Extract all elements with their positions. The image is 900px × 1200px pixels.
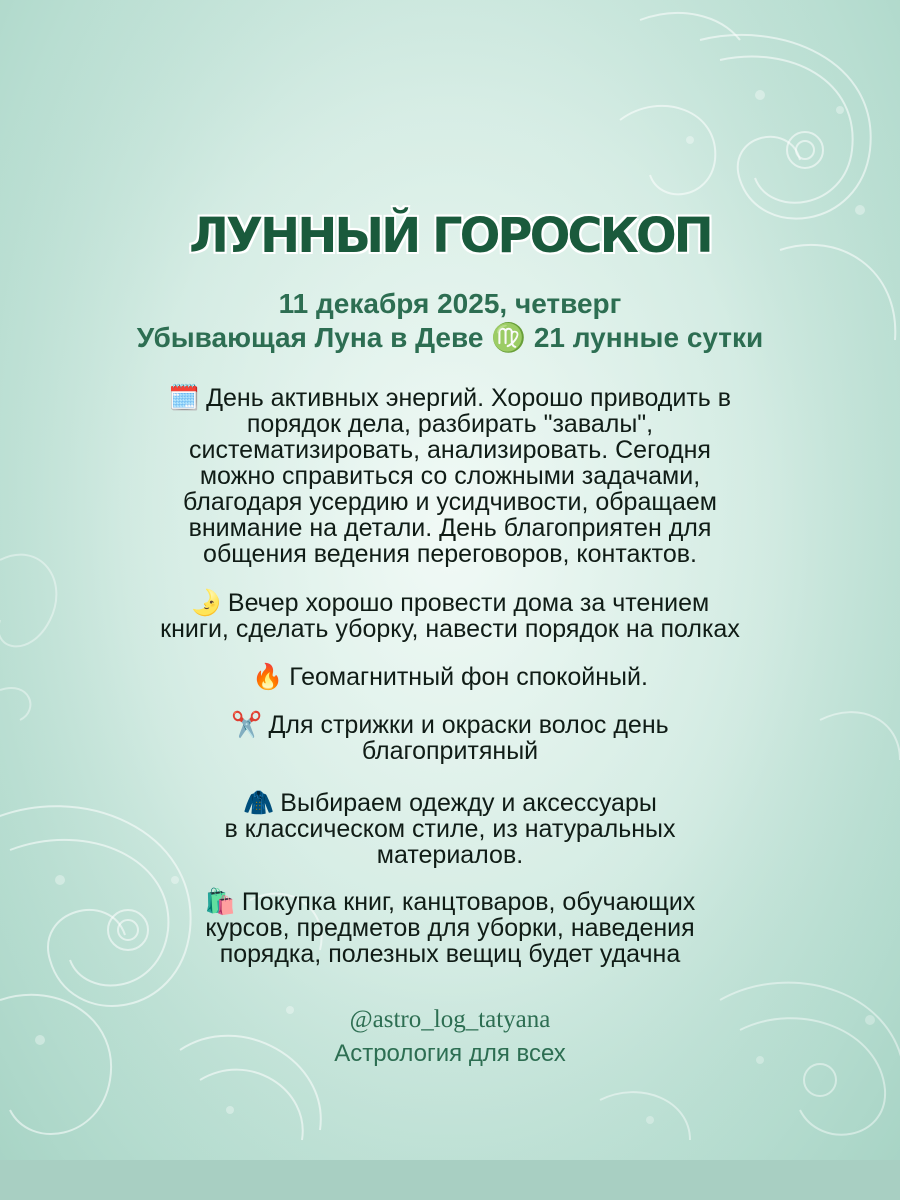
day-energy-paragraph — [80, 385, 820, 567]
haircut-paragraph — [80, 712, 820, 764]
day-energy-text: День активных энергий. Хорошо приводить в порядок дела, разбирать "завалы", систематизировать, анализировать. Сегодня можно справиться со сложными задачами, благодаря усердию и усидчивости, обращаем внимание на детали. День благоприятен для общения ведения переговоров, контактов. — [183, 384, 732, 568]
bottom-strip — [0, 1160, 900, 1200]
moon-phase-line: Убывающая Луна в Деве ♍ 21 лунные сутки — [136, 322, 764, 353]
fire-icon: 🔥 — [252, 663, 284, 691]
calendar-icon: 🗓️ — [168, 384, 201, 412]
geomagnetic-paragraph — [80, 664, 820, 690]
haircut-text: Для стрижки и окраски волос день благопритяный — [268, 711, 669, 765]
evening-paragraph — [80, 590, 820, 642]
geomagnetic-text: Геомагнитный фон спокойный. — [289, 663, 648, 691]
author-handle: @astro_log_tatyana — [349, 1006, 551, 1033]
shopping-text: Покупка книг, канцтоваров, обучающих курсов, предметов для уборки, наведения порядка, полезных вещиц будет удачна — [205, 888, 696, 968]
page-title: ЛУННЫЙ ГОРОСКОП — [189, 208, 711, 264]
date-line: 11 декабря 2025, четверг — [278, 288, 622, 319]
scissors-icon: ✂️ — [231, 711, 263, 739]
evening-text: Вечер хорошо провести дома за чтением книги, сделать уборку, навести порядок на полках — [160, 589, 740, 643]
clothing-text: Выбираем одежду и аксессуары в классическом стиле, из натуральных материалов. — [224, 789, 676, 869]
footer-tagline: Астрология для всех — [334, 1040, 566, 1067]
shopping-bags-icon: 🛍️ — [204, 888, 236, 916]
moon-icon: 🌛 — [190, 589, 222, 617]
shopping-paragraph — [80, 889, 820, 967]
coat-icon: 🧥 — [243, 789, 275, 817]
clothing-paragraph — [80, 790, 820, 868]
